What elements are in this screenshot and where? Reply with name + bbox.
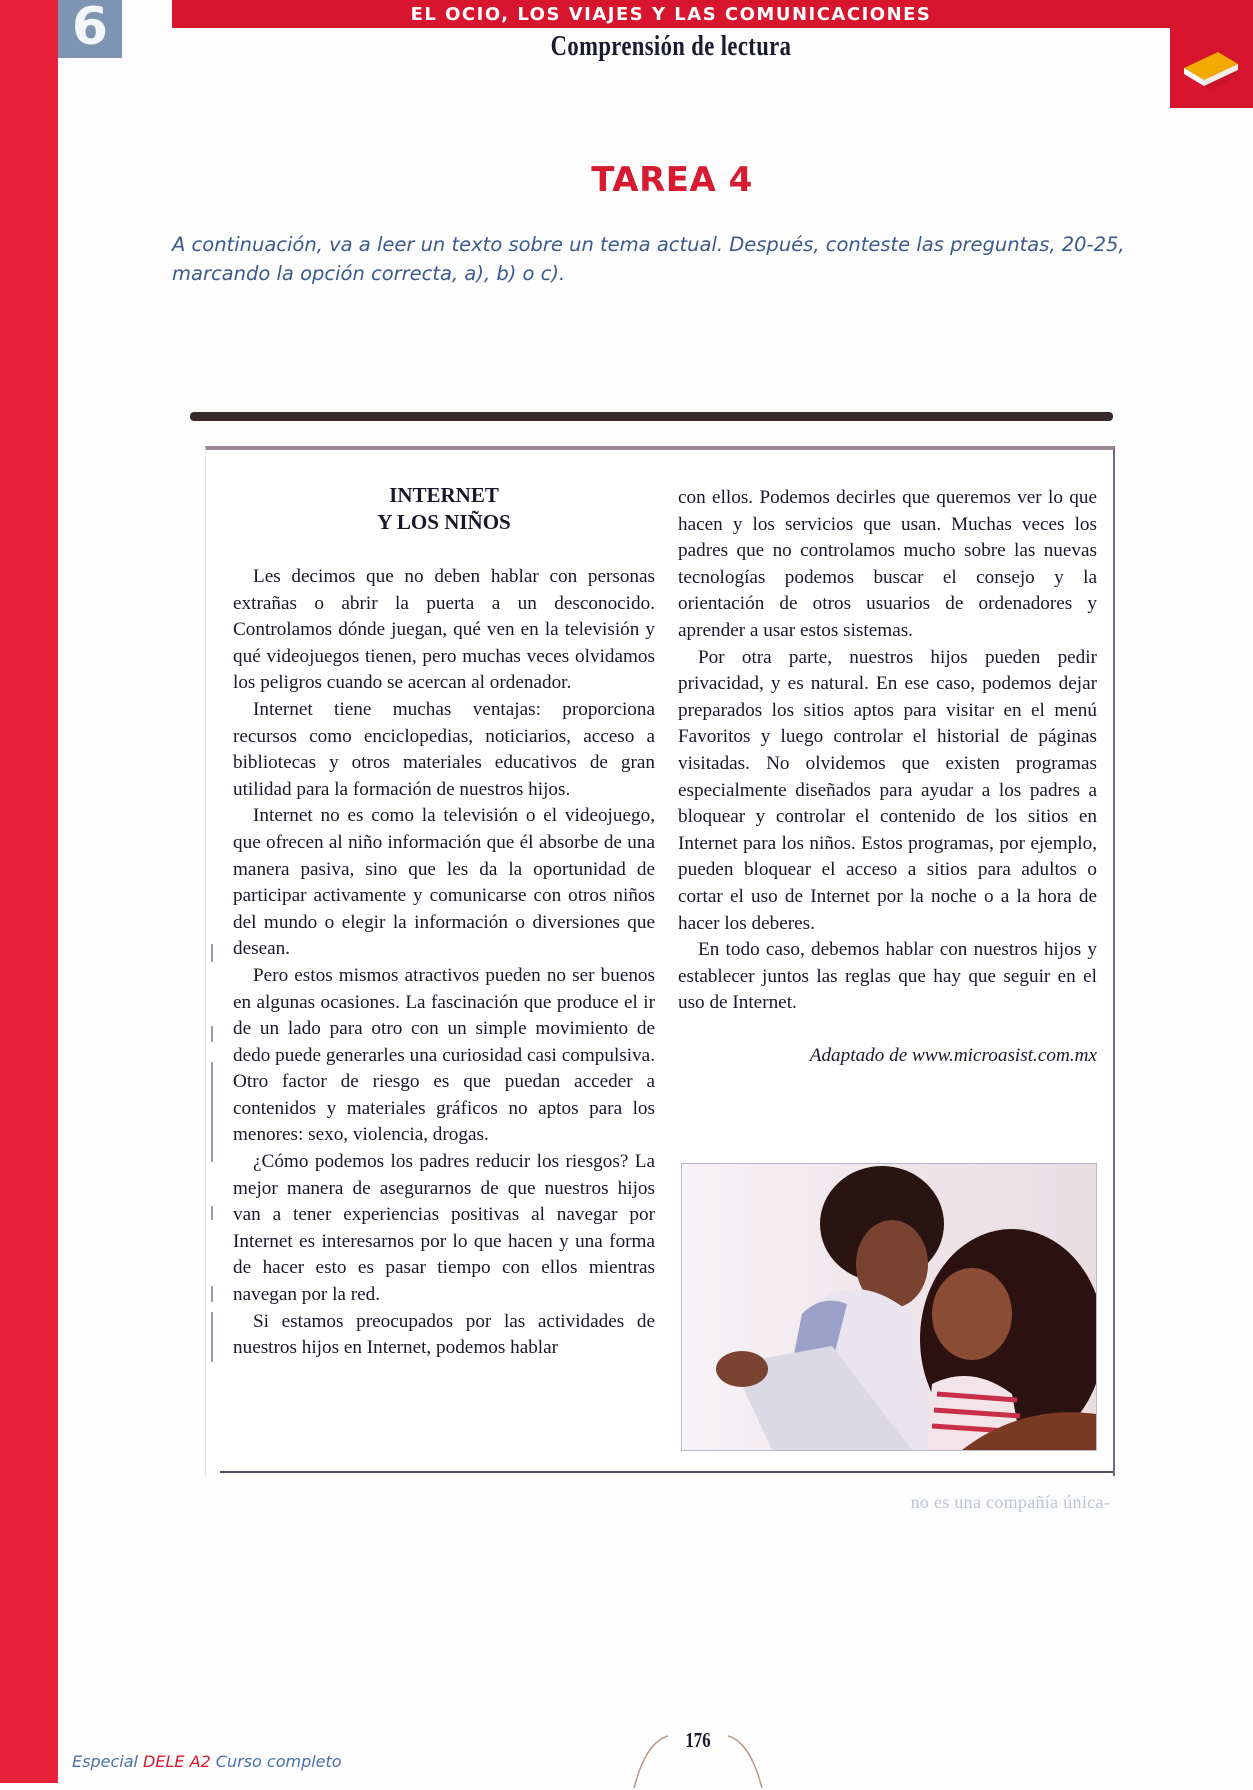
article-column-left bbox=[233, 482, 655, 1362]
article-title-line2: Y LOS NIÑOS bbox=[377, 510, 511, 534]
margin-mark bbox=[211, 1026, 213, 1042]
margin-mark bbox=[211, 944, 213, 962]
task-title: TAREA 4 bbox=[591, 160, 753, 200]
left-color-strip bbox=[0, 0, 58, 1783]
paragraph: Si estamos preocupados por las actividades de nuestros hijos en Internet, podemos hablar bbox=[233, 1310, 655, 1359]
margin-mark bbox=[211, 1286, 213, 1302]
book-icon bbox=[1180, 42, 1240, 92]
paragraph: Por otra parte, nuestros hijos pueden pedir privacidad, y es natural. En ese caso, podemos dejar preparados los sitios aptos para visitar en el menú Favoritos y luego controlar el historial de páginas visitadas. No olvidemos que existen programas especialmente diseñados para ayudar a los padres a bloquear y controlar el contenido de los sitios en Internet para los niños. Estos programas, por ejemplo, pueden bloquear el acceso a sitios para adultos o cortar el uso de Internet por la noche o a la hora de hacer los deberes. bbox=[678, 646, 1097, 934]
task-instructions: A continuación, va a leer un texto sobre un tema actual. Después, conteste las preguntas, 20-25, marcando la opción correcta, a), b) o c). bbox=[172, 233, 1125, 285]
paragraph: Internet no es como la televisión o el videojuego, que ofrecen al niño información que él absorbe de una manera pasiva, sino que les da la oportunidad de participar activamente y comunicarse con otros niños del mundo o elegir la información o diversiones que desean. bbox=[233, 805, 655, 960]
article-source: Adaptado de www.microasist.com.mx bbox=[809, 1044, 1097, 1066]
paragraph: con ellos. Podemos decirles que queremos ver lo que hacen y los servicios que usan. Muchas veces los padres que no controlamos mucho sobre las nuevas tecnologías podemos buscar el consejo y la orientación de otros usuarios de ordenadores y aprender a usar estos sistemas. bbox=[678, 487, 1097, 641]
article-column-right bbox=[678, 485, 1097, 1069]
footer-prefix: Especial bbox=[72, 1752, 138, 1771]
chapter-number: 6 bbox=[71, 0, 109, 57]
footer-highlight: DELE A2 bbox=[143, 1752, 211, 1771]
margin-mark bbox=[211, 1062, 213, 1162]
bleed-through-text: no es una compañía única- bbox=[910, 1492, 1110, 1512]
article-title-line1: INTERNET bbox=[389, 483, 499, 507]
footer-suffix: Curso completo bbox=[215, 1752, 342, 1771]
paragraph: Internet tiene muchas ventajas: proporciona recursos como enciclopedias, noticiarios, acceso a bibliotecas y otros materiales educativos de gran utilidad para la formación de nuestros hijos. bbox=[233, 698, 655, 800]
margin-mark bbox=[211, 1206, 213, 1220]
paragraph: Pero estos mismos atractivos pueden no ser buenos en algunas ocasiones. La fascinación que produce el ir de un lado para otro con un simple movimiento de dedo puede generarles una curiosidad casi compulsiva. Otro factor de riesgo es que puedan acceder a contenidos y materiales gráficos no aptos para los menores: sexo, violencia, drogas. bbox=[233, 964, 655, 1146]
margin-mark bbox=[211, 1312, 213, 1362]
paragraph: Les decimos que no deben hablar con personas extrañas o abrir la puerta a un desconocido. Controlamos dónde juegan, qué ven en la televisión y qué videojuegos tienen, pero muchas veces olvidamos los peligros cuando se acercan al ordenador. bbox=[233, 566, 655, 694]
paragraph: En todo caso, debemos hablar con nuestros hijos y establecer juntos las reglas que hay que seguir en el uso de Internet. bbox=[678, 939, 1097, 1014]
banner-title: EL OCIO, LOS VIAJES Y LAS COMUNICACIONES bbox=[410, 4, 932, 25]
paragraph: ¿Cómo podemos los padres reducir los riesgos? La mejor manera de asegurarnos de que nuestros hijos van a tener experiencias positivas al navegar por Internet es interesarnos por lo que hacen y una forma de hacer esto es pasar tiempo con ellos mientras navegan por la red. bbox=[233, 1151, 655, 1306]
divider-bar bbox=[190, 412, 1113, 421]
article-bottom-rule bbox=[220, 1471, 1113, 1473]
article-title bbox=[233, 482, 655, 536]
page-number: 176 bbox=[685, 1728, 711, 1752]
footer-series bbox=[72, 1752, 342, 1771]
mother-daughter-tablet-photo bbox=[681, 1163, 1097, 1451]
section-subtitle: Comprensión de lectura bbox=[550, 30, 792, 62]
